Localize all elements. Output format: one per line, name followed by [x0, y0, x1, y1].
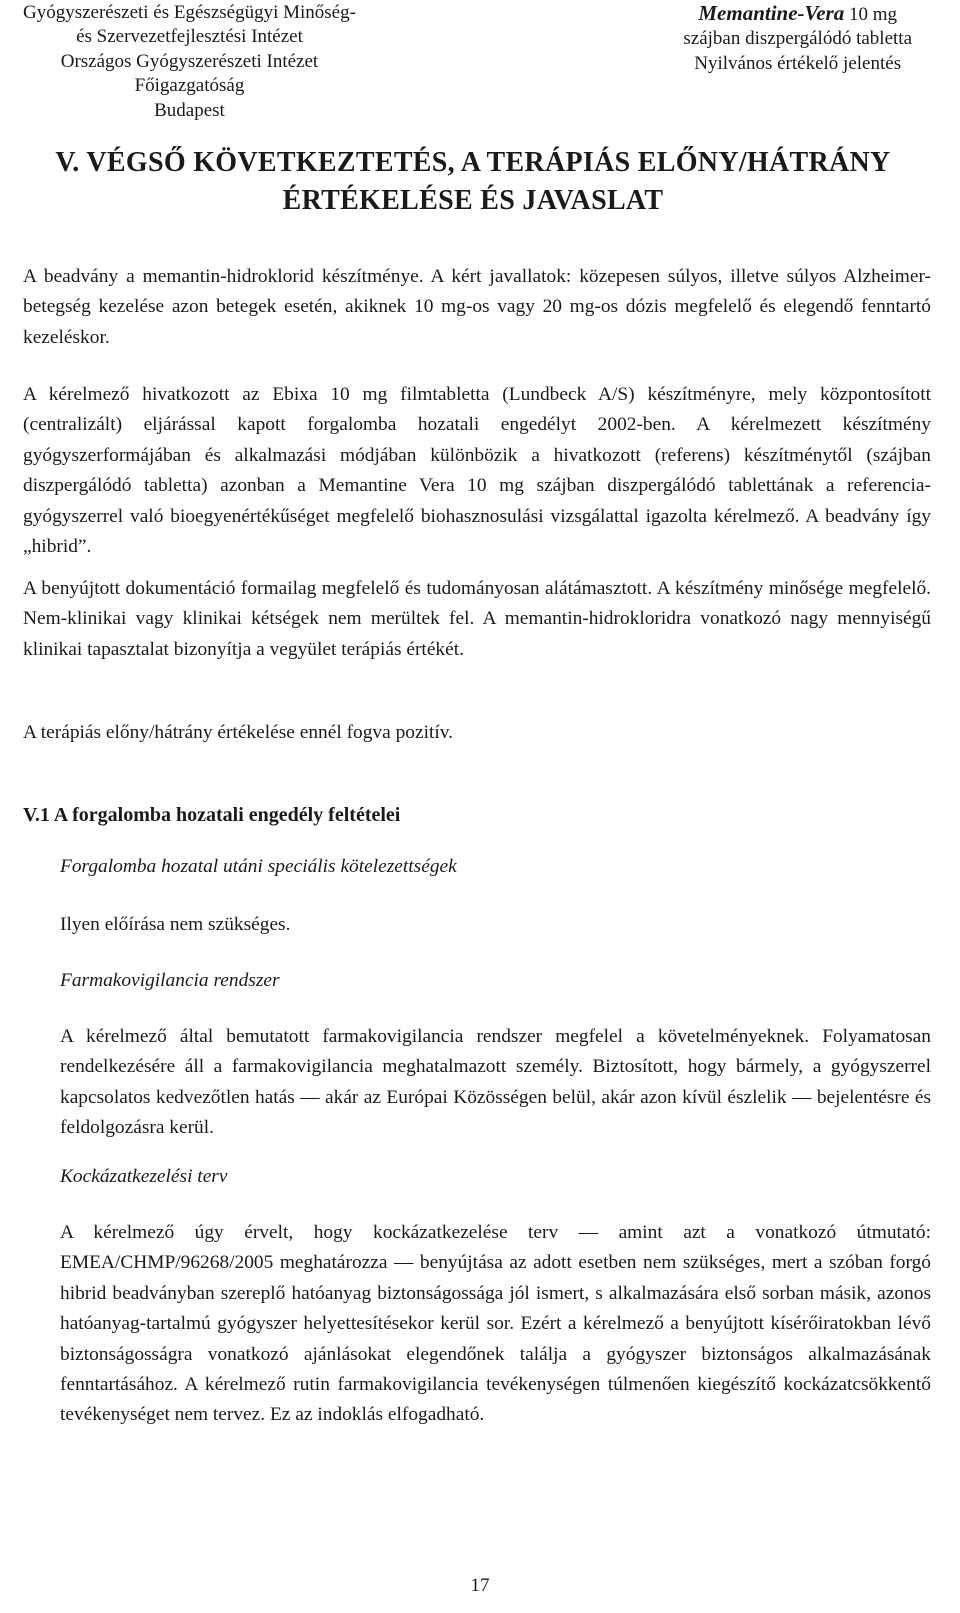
- drug-name: Memantine-Vera: [698, 1, 845, 25]
- subheading-risk-management: Kockázatkezelési terv: [60, 1166, 228, 1187]
- paragraph-indication: A beadvány a memantin-hidroklorid készítménye. A kért javallatok: közepesen súlyos, illetve súlyos Alzheimer-betegség kezelése azon betegek esetén, akiknek 10 mg-os vagy 20 mg-os dózis megfelelő és elegendő fenntartó kezeléskor.: [23, 266, 931, 348]
- pharmacovigilance-text: A kérelmező által bemutatott farmakovigilancia rendszer megfelel a követelményeknek. Folyamatosan rendelkezésére áll a farmakovigilancia meghatalmazott személy. Biztosított, hogy bármely, a gyógyszerrel kapcsolatos kedvezőtlen hatás — akár az Európai Közösségen belül, akár azon kívül észlelik — bejelentésre és feldolgozásra kerül.: [60, 1026, 931, 1139]
- chapter-title-line-1: V. VÉGSŐ KÖVETKEZTETÉS, A TERÁPIÁS ELŐNY/HÁTRÁNY: [55, 147, 891, 178]
- institute-line-2: és Szervezetfejlesztési Intézet: [76, 26, 303, 48]
- institute-line-3: Országos Gyógyszerészeti Intézet: [60, 50, 319, 72]
- risk-management-text: A kérelmező úgy érvelt, hogy kockázatkezelése terv — amint azt a vonatkozó útmutató: EMEA/CHMP/96268/2005 meghatározza — benyújtása az adott esetben nem szükséges, mert a szóban forgó hibrid beadványban szereplő hatóanyag biztonságossága jól ismert, s alkalmazására első sorban másik, azonos hatóanyag-tartalmú gyógyszer helyettesítésekor kerül sor. Ezért a kérelmező a benyújtott kísérőiratokban lévő biztonságosságra vonatkozó ajánlásokat elegendőnek találja a gyógyszer biztonságos alkalmazásának fenntartásához. A kérelmező rutin farmakovigilancia tevékenységen túlmenően kiegészítő kockázatcsökkentő tevékenységet nem tervez. Ez az indoklás elfogadható.: [60, 1222, 931, 1426]
- chapter-title-line-2: ÉRTÉKELÉSE ÉS JAVASLAT: [282, 185, 664, 216]
- subheading-pharmacovigilance: Farmakovigilancia rendszer: [60, 970, 280, 991]
- drug-form: szájban diszpergálódó tabletta: [683, 28, 912, 50]
- page-number: 17: [470, 1575, 490, 1596]
- paragraph-reference: A kérelmező hivatkozott az Ebixa 10 mg filmtabletta (Lundbeck A/S) készítményre, mely központosított (centralizált) eljárással kapott forgalomba hozatali engedélyt 2002-ben. A kérelmezett készítmény gyógyszerformájában és alkalmazási módjában különbözik a hivatkozott (referens) készítménytől (szájban diszpergálódó tabletta) azonban a Memantine Vera 10 mg szájban diszpergálódó tablettának a referencia-gyógyszerrel való bioegyenértékűséget megfelelő biohasznosulási vizsgálattal igazolta kérelmező. A beadvány így „hibrid”.: [23, 384, 931, 558]
- subheading-post-authorisation: Forgalomba hozatal utáni speciális kötelezettségek: [60, 856, 457, 877]
- post-authorisation-text: Ilyen előírása nem szükséges.: [60, 914, 291, 935]
- product-block: [683, 1, 912, 76]
- section-heading: V.1 A forgalomba hozatali engedély feltételei: [23, 804, 401, 826]
- paragraph-documentation: A benyújtott dokumentáció formailag megfelelő és tudományosan alátámasztott. A készítmény minősége megfelelő. Nem-klinikai vagy klinikai kétségek nem merültek fel. A memantin-hidrokloridra vonatkozó nagy mennyiségű klinikai tapasztalat bizonyítja a vegyület terápiás értékét.: [23, 578, 931, 660]
- page-header: [0, 0, 960, 120]
- chapter-title: [23, 144, 923, 220]
- report-type: Nyilvános értékelő jelentés: [694, 52, 902, 74]
- product-title-line: [683, 1, 912, 27]
- drug-dose: 10 mg: [848, 4, 897, 25]
- institute-line-5: Budapest: [154, 99, 225, 121]
- institute-line-4: Főigazgatóság: [134, 75, 245, 97]
- institute-line-1: Gyógyszerészeti és Egészségügyi Minőség-: [23, 2, 356, 23]
- paragraph-conclusion: A terápiás előny/hátrány értékelése ennél fogva pozitív.: [23, 722, 454, 743]
- institute-block: [23, 1, 356, 123]
